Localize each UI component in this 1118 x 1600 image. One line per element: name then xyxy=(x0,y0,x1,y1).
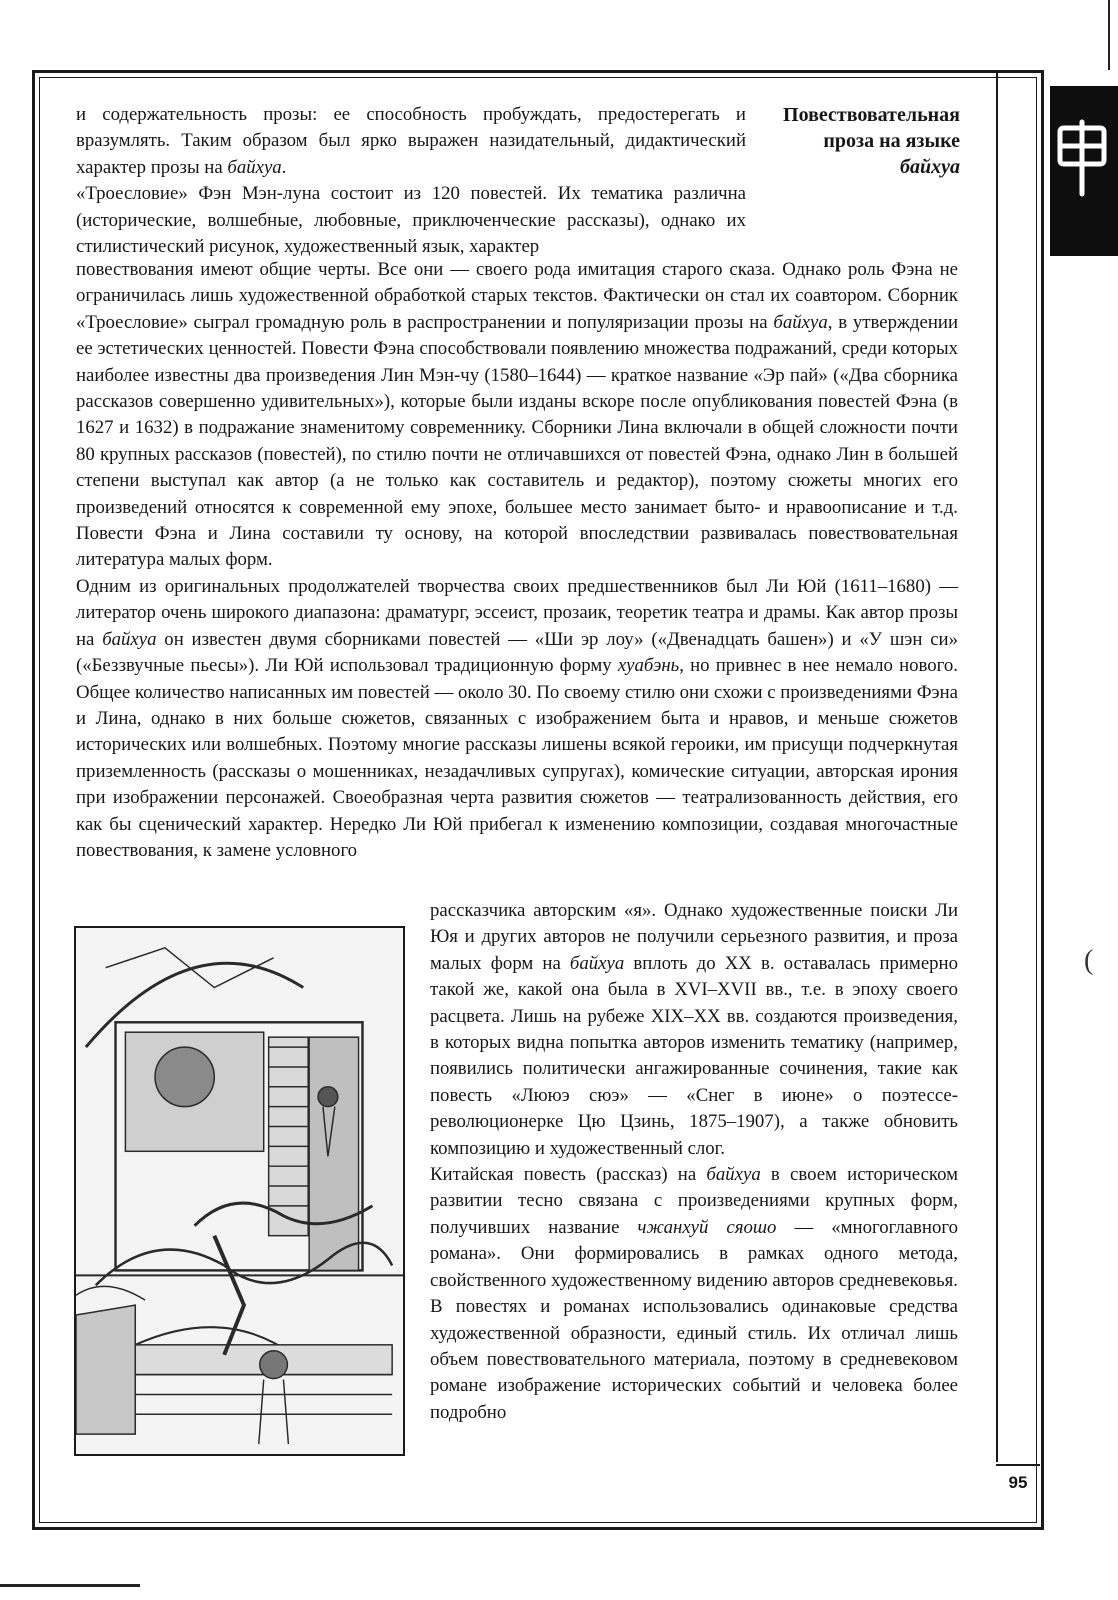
sidenote-line: Повествовательная xyxy=(783,104,960,126)
term: хуабэнь xyxy=(617,655,680,677)
text-run: Китайская повесть (рассказ) на xyxy=(430,1164,707,1186)
top-column xyxy=(76,102,746,260)
illustration-drawing xyxy=(76,928,403,1454)
section-sidenote xyxy=(752,102,960,180)
term: байхуа xyxy=(569,952,625,974)
term: байхуа xyxy=(706,1164,761,1186)
main-column xyxy=(76,257,958,864)
woodcut-illustration xyxy=(74,926,405,1456)
text-run: в своем историческом развитии тесно связана с произведениями крупных форм, получивших название xyxy=(430,1164,958,1238)
term: байхуа xyxy=(773,311,828,333)
term: байхуа xyxy=(227,156,282,178)
sidenote-line: проза на языке xyxy=(823,130,960,152)
page-number: 95 xyxy=(996,1464,1040,1500)
scan-edge-line xyxy=(1108,0,1110,70)
margin-rule xyxy=(996,72,998,1462)
term: байхуа xyxy=(102,628,157,650)
paragraph: «Троесловие» Фэн Мэн-луна состоит из 120 повестей. Их тематика различна (исторические, волшебные, любовные, приключенческие рассказы), однако их стилистический рисунок, художественный язык, характер xyxy=(76,183,746,258)
text-run: — «многоглавного романа». Они формировались в рамках одного метода, свойственного художественному видению авторов средневековья. В повестях и романах использовались одинаковые средства художественной образности, единый стиль. Их отличал лишь объем повествовательного материала, поэтому в средневековом романе изображение исторических событий и человека более подробно xyxy=(430,1216,958,1423)
scan-smudge xyxy=(0,1584,140,1587)
paragraph xyxy=(76,574,958,864)
text-run: повествования имеют общие черты. Все они — своего рода имитация старого сказа. Однако роль Фэна не ограничилась лишь художественной обработкой старых текстов. Фактически он стал их соавтором. Сборник «Троесловие» сыграл громадную роль в распространении и популяризации прозы на xyxy=(76,259,958,333)
jia-glyph-icon xyxy=(1050,86,1118,256)
margin-mark: ( xyxy=(1084,945,1094,976)
paragraph xyxy=(430,1162,958,1426)
paragraph xyxy=(430,898,958,1162)
text-run: рассказчика авторским «я». Однако художественные поиски Ли Юя и других авторов не получили серьезного развития, и проза малых форм на xyxy=(430,900,958,974)
sidenote-term: байхуа xyxy=(900,156,960,178)
right-column xyxy=(430,898,958,1426)
text-run: . xyxy=(281,156,287,178)
text-run: и содержательность прозы: ее способность пробуждать, предостерегать и вразумлять. Таким образом был ярко выражен назидательный, дидактический характер прозы на xyxy=(76,104,746,178)
text-run: Одним из оригинальных продолжателей творчества своих предшественников был Ли Юй (1611–1680) — литератор очень широкого диапазона: драматург, эссеист, прозаик, теоретик театра и драмы. Как автор прозы на xyxy=(76,575,958,650)
text-run: он известен двумя сборниками повестей — «Ши эр лоу» («Двенадцать башен») и «У шэн си» («Беззвучные пьесы»). Ли Юй использовал традиционную форму xyxy=(76,628,959,677)
paragraph xyxy=(76,257,958,574)
text-run: , но привнес в нее немало нового. Общее количество написанных им повестей — около 30. По своему стилю они схожи с произведениями Фэна и Лина, однако в них больше сюжетов, связанных с изображением быта и нравов, и меньше сюжетов исторических или волшебных. Поэтому многие рассказы лишены всякой героики, им присущи подчеркнутая приземленность (рассказы о мошенниках, незадачливых супругах), комические ситуации, авторская ирония при изображении персонажей. Своеобразная черта развития сюжетов — театрализованность действия, его как бы сценический характер. Нередко Ли Юй прибегал к изменению композиции, создавая многочастные повествования, к замене условного xyxy=(76,655,958,861)
text-run: , в утверждении ее эстетических ценностей. Повести Фэна способствовали появлению множества подражаний, среди которых наиболее известны два произведения Лин Мэн-чу (1580–1644) — краткое название «Эр пай» («Два сборника рассказов совершенно удивительных»), которые были изданы вскоре после опубликования повестей Фэна (в 1627 и 1632) в подражание знаменитому современнику. Сборники Лина включали в общей сложности почти 80 крупных рассказов (повестей), по стилю почти не отличавшихся от повестей Фэна, однако Лин в большей степени выступал как автор (а не только как составитель и редактор), поэтому сюжеты многих его произведений относятся к современной ему эпохе, большее место занимает быто- и нравоописание и т.д. Повести Фэна и Лина составили ту основу, на которой впоследствии развивалась повествовательная литература малых форм. xyxy=(76,311,959,571)
term: чжанхуй сяошо xyxy=(637,1216,777,1238)
section-tab xyxy=(1050,86,1118,256)
paragraph xyxy=(76,102,746,181)
text-run: вплоть до XX в. оставалась примерно такой же, какой она была в XVI–XVII вв., т.е. в эпоху своего расцвета. Лишь на рубеже XIX–XX вв. создаются произведения, в которых видна попытка авторов изменить тематику (например, появились политически ангажированные сочинения, такие как повесть «Лююэ сюэ» — «Снег в июне» о поэтессе-революционерке Цю Цзинь, 1875–1907), а также обновить композицию и художественный слог. xyxy=(430,952,958,1159)
